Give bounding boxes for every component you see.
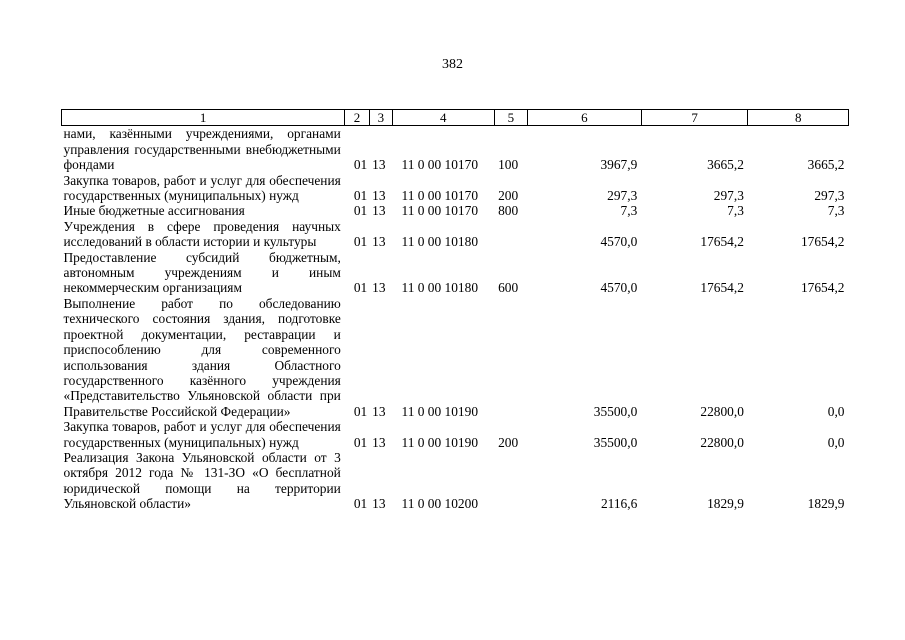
- row-value-col6: 35500,0: [593, 434, 638, 450]
- budget-table: [61, 109, 849, 512]
- row-subsection: 13: [372, 403, 386, 419]
- row-value-col7: 1829,9: [707, 496, 744, 512]
- row-value-col6: 2116,6: [600, 496, 638, 512]
- header-col-8: 8: [748, 110, 849, 126]
- row-expense-type: [494, 219, 528, 250]
- row-value-col7: 3665,2: [707, 157, 744, 173]
- row-target-article: 11 0 00 10170: [401, 157, 479, 173]
- row-value-col8: 0,0: [827, 403, 845, 419]
- row-name: Иные бюджетные ассигнования: [63, 203, 245, 219]
- row-value-col6: 7,3: [620, 203, 638, 219]
- row-value-col8: 297,3: [814, 188, 845, 204]
- row-value-col8: 3665,2: [807, 157, 845, 173]
- row-value-col7: 22800,0: [700, 403, 744, 419]
- row-target-article: 11 0 00 10200: [401, 496, 479, 512]
- row-target-article: 11 0 00 10180: [401, 234, 479, 250]
- header-col-2: 2: [345, 110, 369, 126]
- row-value-col6: 297,3: [607, 188, 638, 204]
- row-target-article: 11 0 00 10180: [401, 280, 479, 296]
- table-row: [62, 296, 849, 419]
- row-name: Закупка товаров, работ и услуг для обеспечения государственных (муниципальных) нужд: [63, 419, 341, 450]
- row-expense-type: 800: [498, 203, 519, 219]
- row-expense-type: [494, 296, 528, 419]
- table-row: [62, 419, 849, 450]
- header-col-6: 6: [528, 110, 642, 126]
- row-subsection: 13: [372, 434, 386, 450]
- page-number: 382: [442, 57, 463, 72]
- row-section: 01: [353, 234, 368, 250]
- row-value-col7: 22800,0: [700, 434, 744, 450]
- row-subsection: 13: [372, 496, 386, 512]
- row-name: Учреждения в сфере проведения научных исследований в области истории и культуры: [63, 218, 341, 250]
- row-name: Закупка товаров, работ и услуг для обеспечения государственных (муниципальных) нужд: [63, 172, 341, 204]
- row-value-col6: 4570,0: [600, 234, 638, 250]
- row-expense-type: 200: [498, 434, 519, 450]
- table-header: [62, 110, 849, 126]
- row-expense-type: [494, 450, 528, 512]
- table-row: [62, 219, 849, 250]
- row-name: Предоставление субсидий бюджетным, автономным учреждениям и иным некоммерческим организациям: [63, 249, 341, 296]
- row-name: Выполнение работ по обследованию технического состояния здания, подготовке проектной документации, реставрации и приспособлению для современного использования здания Областного государственного казённого учреждения «Представительство Ульяновской области при Правительстве Российской Федерации»: [63, 295, 341, 419]
- row-expense-type: 200: [498, 188, 519, 204]
- row-value-col7: 17654,2: [700, 234, 744, 250]
- row-value-col7: 17654,2: [700, 280, 744, 296]
- row-section: 01: [353, 403, 368, 419]
- row-section: 01: [353, 157, 368, 173]
- row-value-col8: 17654,2: [800, 280, 845, 296]
- row-subsection: 13: [372, 280, 386, 296]
- header-col-1: 1: [62, 110, 345, 126]
- row-value-col8: 0,0: [827, 434, 845, 450]
- header-col-4: 4: [393, 110, 495, 126]
- row-subsection: 13: [372, 188, 386, 204]
- header-col-7: 7: [641, 110, 748, 126]
- row-target-article: 11 0 00 10190: [401, 434, 479, 450]
- row-section: 01: [353, 434, 368, 450]
- row-name: нами, казёнными учреждениями, органами управления государственными внебюджетными фондами: [63, 126, 341, 173]
- table-row: [62, 126, 849, 173]
- row-value-col6: 3967,9: [600, 157, 638, 173]
- row-value-col8: 1829,9: [807, 496, 845, 512]
- row-value-col7: 297,3: [713, 188, 744, 204]
- header-col-3: 3: [369, 110, 392, 126]
- table-row: [62, 450, 849, 512]
- row-subsection: 13: [372, 203, 386, 219]
- header-col-5: 5: [494, 110, 528, 126]
- table-body: [62, 126, 849, 512]
- row-value-col7: 7,3: [727, 203, 744, 219]
- header-row: [62, 110, 849, 126]
- row-value-col6: 4570,0: [600, 280, 638, 296]
- row-target-article: 11 0 00 10170: [401, 203, 479, 219]
- table-row: [62, 203, 849, 218]
- row-name: Реализация Закона Ульяновской области от 3 октября 2012 года № 131-ЗО «О бесплатной юридической помощи на территории Ульяновской области»: [63, 449, 341, 512]
- row-target-article: 11 0 00 10170: [401, 188, 479, 204]
- row-expense-type: 100: [498, 157, 519, 173]
- table-row: [62, 250, 849, 296]
- row-value-col8: 17654,2: [800, 234, 845, 250]
- row-section: 01: [353, 203, 368, 219]
- row-section: 01: [353, 188, 368, 204]
- row-subsection: 13: [372, 234, 386, 250]
- row-value-col6: 35500,0: [593, 403, 638, 419]
- row-section: 01: [353, 496, 368, 512]
- table-row: [62, 173, 849, 204]
- row-value-col8: 7,3: [827, 203, 845, 219]
- row-expense-type: 600: [498, 280, 519, 296]
- row-section: 01: [353, 280, 368, 296]
- row-target-article: 11 0 00 10190: [401, 403, 479, 419]
- row-subsection: 13: [372, 157, 386, 173]
